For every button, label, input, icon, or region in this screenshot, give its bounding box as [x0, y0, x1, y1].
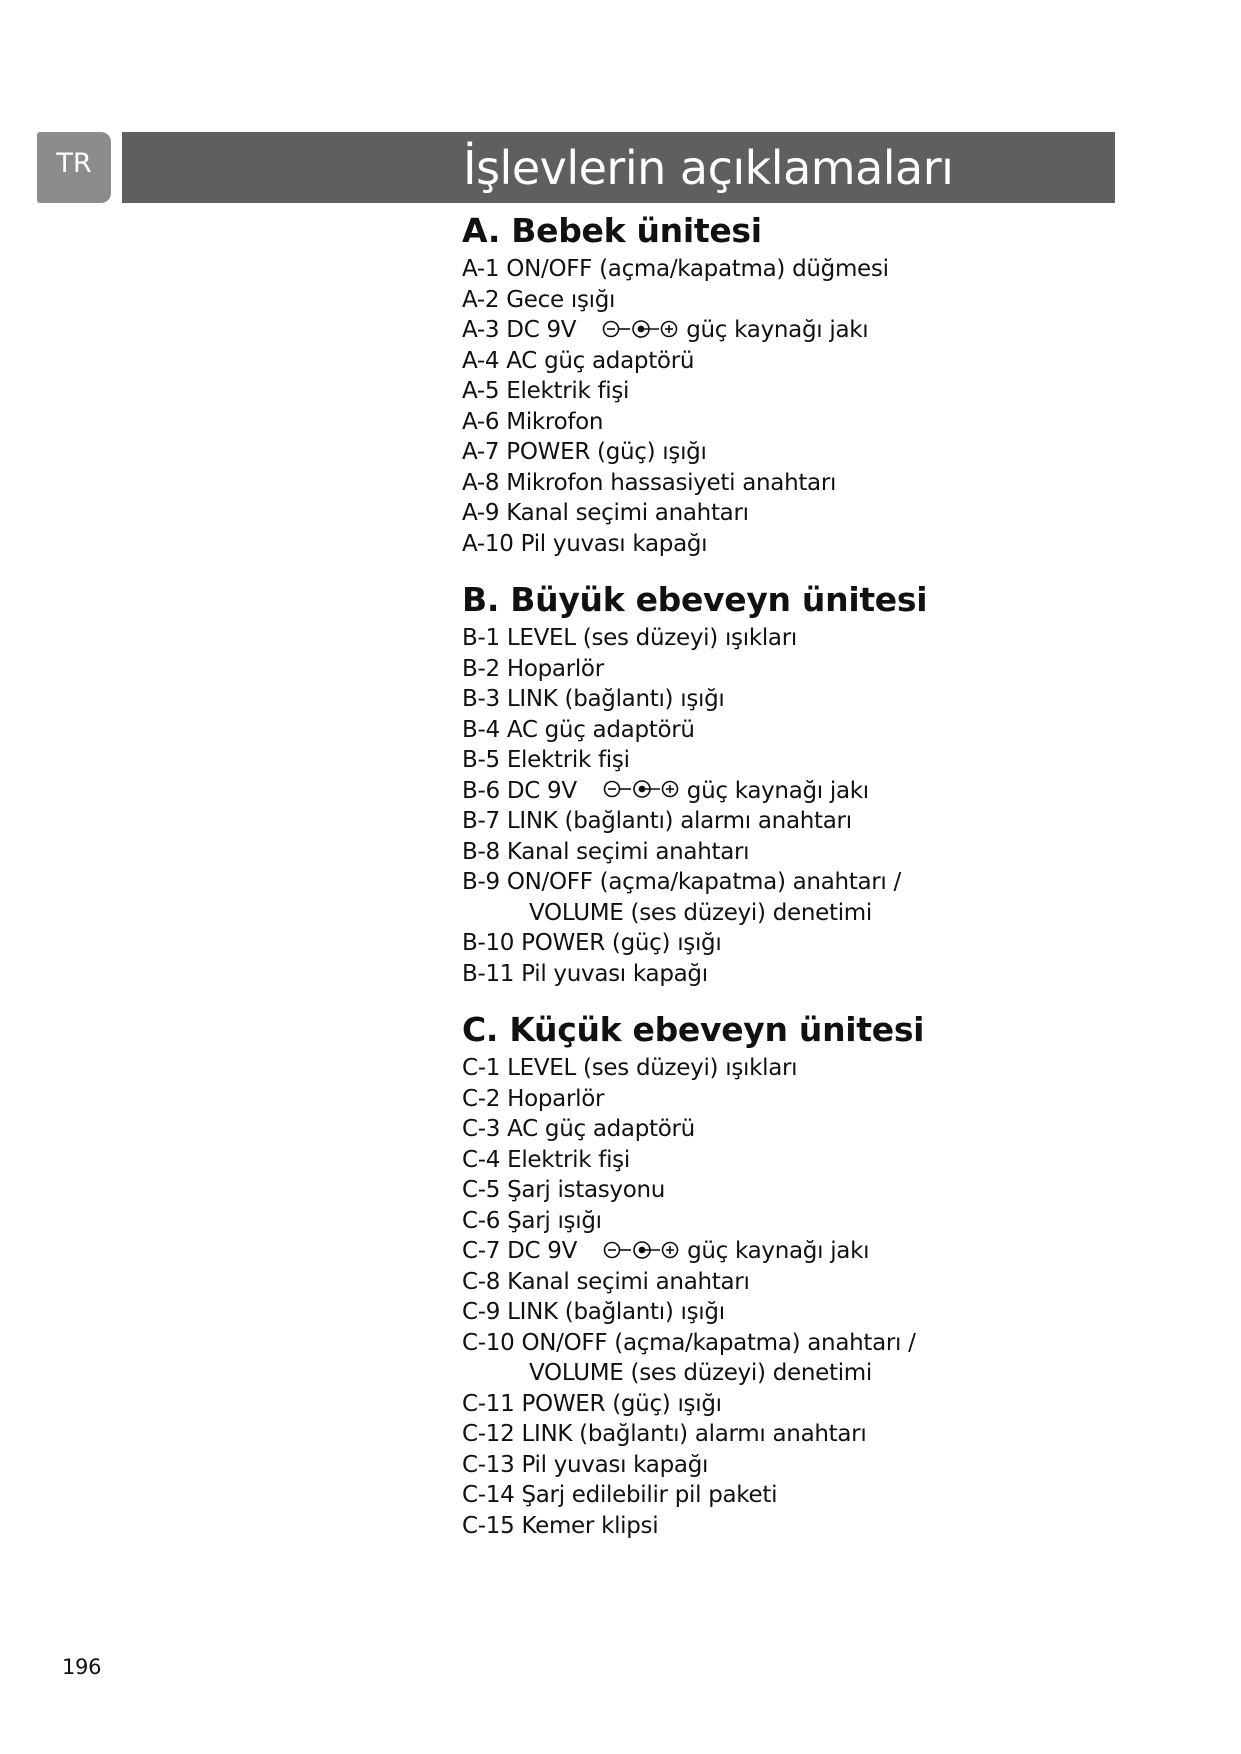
list-item	[462, 437, 1162, 468]
item-text: Pil yuvası kapağı	[521, 1451, 709, 1478]
list-item-continuation: VOLUME (ses düzeyi) denetimi	[529, 899, 872, 926]
item-code: C-5	[462, 1177, 501, 1203]
list-item	[462, 684, 1162, 715]
list-item	[462, 1419, 1162, 1450]
item-code: C-2	[462, 1085, 501, 1112]
function-list	[462, 208, 1162, 1559]
item-text: AC güç adaptörü	[506, 347, 695, 374]
item-code: C-14	[462, 1482, 515, 1508]
item-code: C-8	[462, 1268, 501, 1295]
item-code: B-6	[462, 777, 500, 804]
item-text: Pil yuvası kapağı	[520, 530, 708, 557]
item-code: A-3	[462, 317, 500, 343]
dc-polarity-icon	[602, 318, 680, 340]
item-text: Mikrofon hassasiyeti anahtarı	[506, 469, 837, 496]
list-item	[462, 315, 1162, 346]
item-code: A-4	[462, 347, 500, 374]
item-text-suffix: güç kaynağı jakı	[687, 1238, 870, 1264]
item-text: Kemer klipsi	[521, 1512, 659, 1539]
item-text: LINK (bağlantı) ışığı	[507, 1299, 725, 1325]
item-text: Şarj edilebilir pil paketi	[521, 1482, 778, 1508]
item-code: A-10	[462, 530, 514, 557]
item-text: Hoparlör	[506, 655, 604, 682]
section	[462, 208, 1162, 559]
item-code: B-7	[462, 808, 500, 834]
list-item	[462, 1389, 1162, 1420]
item-text: POWER (güç) ışığı	[521, 930, 722, 956]
item-text: Gece ışığı	[506, 286, 616, 313]
list-item	[462, 1175, 1162, 1206]
item-text: Hoparlör	[507, 1085, 605, 1112]
list-item	[462, 376, 1162, 407]
list-item	[462, 529, 1162, 560]
item-code: A-1	[462, 256, 500, 282]
item-code: C-4	[462, 1146, 501, 1173]
item-code: A-2	[462, 286, 500, 313]
item-code: A-8	[462, 469, 500, 496]
list-item	[462, 1267, 1162, 1298]
item-code: C-7	[462, 1238, 501, 1264]
item-text: Kanal seçimi anahtarı	[507, 1268, 750, 1295]
list-item	[462, 745, 1162, 776]
list-item	[462, 837, 1162, 868]
item-text: Kanal seçimi anahtarı	[506, 838, 750, 865]
item-code: C-10	[462, 1329, 515, 1356]
list-item	[462, 1084, 1162, 1115]
item-code: C-12	[462, 1421, 515, 1447]
item-code: B-9	[462, 869, 500, 895]
page-title: İşlevlerin açıklamaları	[463, 141, 954, 195]
section-title: A. Bebek ünitesi	[462, 211, 762, 250]
item-code: B-4	[462, 716, 500, 743]
item-text: ON/OFF (açma/kapatma) düğmesi	[506, 256, 889, 282]
item-text: Elektrik fişi	[506, 378, 630, 404]
list-item	[462, 346, 1162, 377]
list-item	[462, 285, 1162, 316]
item-text: Şarj istasyonu	[507, 1177, 666, 1203]
item-code: A-7	[462, 439, 500, 465]
item-text: LINK (bağlantı) alarmı anahtarı	[506, 808, 852, 834]
item-text: Mikrofon	[506, 408, 604, 435]
list-item	[462, 1236, 1162, 1267]
list-item	[462, 407, 1162, 438]
list-item	[462, 254, 1162, 285]
item-text: LEVEL (ses düzeyi) ışıkları	[506, 625, 797, 651]
item-code: B-5	[462, 747, 500, 773]
item-text: AC güç adaptörü	[507, 1116, 695, 1142]
list-item	[462, 806, 1162, 837]
item-code: B-11	[462, 960, 515, 987]
item-text-suffix: güç kaynağı jakı	[686, 777, 869, 804]
item-code: C-3	[462, 1116, 501, 1142]
item-code: B-8	[462, 838, 500, 865]
item-text: AC güç adaptörü	[506, 716, 695, 743]
item-text: LINK (bağlantı) alarmı anahtarı	[521, 1421, 867, 1447]
list-item	[462, 1206, 1162, 1237]
list-item	[462, 1297, 1162, 1328]
list-item	[462, 1328, 1162, 1359]
item-text: Kanal seçimi anahtarı	[506, 500, 749, 526]
list-item	[462, 715, 1162, 746]
dc-polarity-icon	[603, 778, 681, 800]
list-item	[462, 1053, 1162, 1084]
list-item	[462, 498, 1162, 529]
item-text: LINK (bağlantı) ışığı	[506, 686, 725, 712]
list-item	[462, 654, 1162, 685]
list-item	[462, 1511, 1162, 1542]
item-text: LEVEL (ses düzeyi) ışıkları	[507, 1055, 798, 1081]
item-text: POWER (güç) ışığı	[506, 439, 707, 465]
item-code: A-5	[462, 378, 500, 404]
item-code: C-11	[462, 1390, 515, 1417]
item-code: C-9	[462, 1299, 501, 1325]
page-number: 196	[62, 1655, 102, 1679]
item-code: C-1	[462, 1055, 501, 1081]
list-item	[462, 928, 1162, 959]
item-text: ON/OFF (açma/kapatma) anahtarı /	[521, 1329, 916, 1356]
item-text: Elektrik fişi	[507, 1146, 630, 1173]
item-text: POWER (güç) ışığı	[521, 1390, 722, 1417]
item-text: Şarj ışığı	[507, 1207, 602, 1234]
item-text: DC 9V	[506, 317, 577, 343]
section-title: C. Küçük ebeveyn ünitesi	[462, 1010, 925, 1049]
item-code: C-6	[462, 1207, 501, 1234]
list-item	[462, 1480, 1162, 1511]
item-text: ON/OFF (açma/kapatma) anahtarı /	[506, 869, 901, 895]
item-text-suffix: güç kaynağı jakı	[686, 317, 869, 343]
list-item	[462, 867, 1162, 898]
list-item	[462, 1145, 1162, 1176]
list-item	[462, 1114, 1162, 1145]
list-item	[462, 623, 1162, 654]
section	[462, 577, 1162, 989]
item-code: A-9	[462, 500, 500, 526]
item-text: Elektrik fişi	[506, 747, 630, 773]
list-item	[462, 959, 1162, 990]
language-tab: TR	[37, 132, 111, 203]
item-code: B-10	[462, 930, 515, 956]
list-item-continuation: VOLUME (ses düzeyi) denetimi	[529, 1360, 872, 1386]
list-item	[462, 1450, 1162, 1481]
item-code: A-6	[462, 408, 500, 435]
item-code: B-1	[462, 625, 500, 651]
item-text: DC 9V	[507, 1238, 578, 1264]
list-item	[462, 468, 1162, 499]
item-code: C-15	[462, 1512, 515, 1539]
item-code: B-2	[462, 655, 500, 682]
section	[462, 1007, 1162, 1541]
item-code: C-13	[462, 1451, 515, 1478]
item-code: B-3	[462, 686, 500, 712]
dc-polarity-icon	[603, 1239, 681, 1261]
item-text: Pil yuvası kapağı	[521, 960, 708, 987]
item-text: DC 9V	[506, 777, 577, 804]
list-item	[462, 776, 1162, 807]
section-title: B. Büyük ebeveyn ünitesi	[462, 580, 928, 619]
